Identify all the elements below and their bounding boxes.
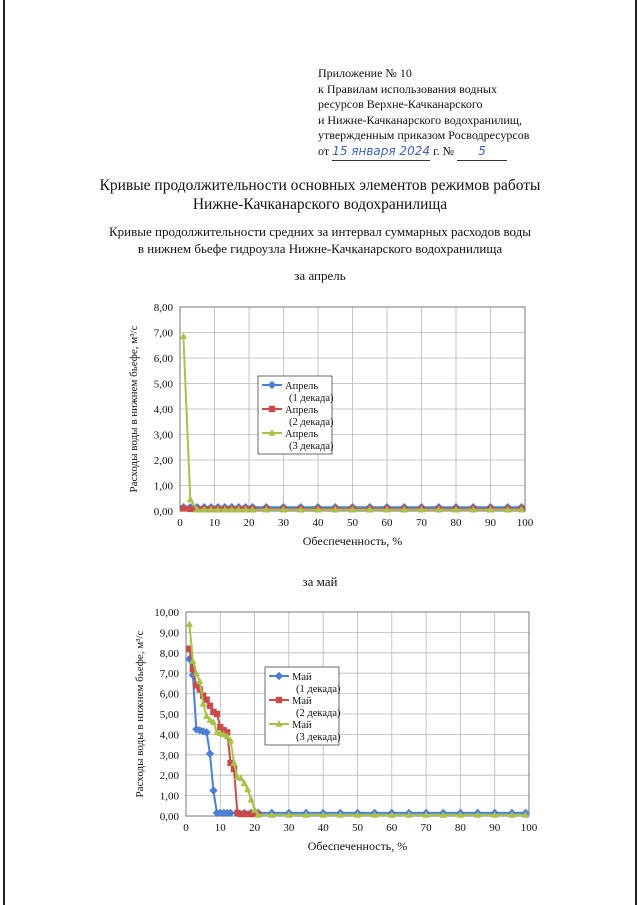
x-tick-label: 90 [485,517,496,529]
data-point-square [180,505,186,511]
y-tick-label: 1,00 [159,790,179,803]
x-tick-label: 50 [347,517,358,529]
legend-label: (1 декада) [296,684,341,695]
data-point-square [214,711,220,717]
data-point-diamond [209,786,217,794]
year-suffix: г. № [433,143,455,158]
legend-label: Апрель [285,429,319,440]
y-tick-label: 4,00 [153,404,173,416]
number-handwritten: 5 [478,143,486,158]
y-tick-label: 3,00 [153,429,173,442]
y-tick-label: 8,00 [153,302,173,314]
number-field [457,144,507,161]
x-tick-label: 70 [416,517,427,529]
y-tick-label: 5,00 [159,709,179,721]
x-tick-label: 80 [454,822,466,834]
chart-may [0,592,640,862]
y-axis-label: Расходы воды в нижнем бьефе, м³/с [128,325,140,493]
annex-line: и Нижне-Качканарского водохранилищ, [318,112,523,127]
data-point-triangle [251,806,258,813]
y-tick-label: 2,00 [153,455,173,467]
x-tick-label: 80 [450,517,462,529]
x-tick-label: 100 [520,822,538,834]
document-subtitle [0,223,640,257]
data-point-square [187,506,193,512]
annex-line: ресурсов Верхне-Качканарского [318,97,483,112]
y-axis-label: Расходы воды в нижнем бьефе, м³/с [134,630,146,798]
y-tick-label: 9,00 [159,627,179,640]
data-point-square [269,406,275,412]
legend-label: (2 декада) [289,417,334,428]
annex-line: к Правилам использования водных [318,81,497,96]
data-point-diamond [206,750,214,758]
date-handwritten: 15 января 2024 [332,143,430,158]
document-title [0,176,640,214]
x-axis-label: Обеспеченность, % [307,839,408,853]
data-point-triangle [248,796,255,803]
x-tick-label: 10 [209,517,220,529]
legend-label: (3 декада) [289,441,334,452]
legend-label: Май [292,672,312,683]
legend-label: (1 декада) [289,393,334,404]
annex-line: утвержденным приказом Росводресурсов [318,128,530,143]
subtitle-line: Кривые продолжительности средних за интервал суммарных расходов воды [108,224,532,239]
data-point-triangle [187,496,194,503]
date-field [332,144,430,161]
data-point-triangle [186,620,193,627]
x-tick-label: 60 [386,822,398,834]
x-tick-label: 70 [420,822,432,834]
annex-date-line [318,144,529,161]
x-tick-label: 90 [489,822,501,834]
x-tick-label: 10 [214,822,226,834]
chart-april [0,285,640,575]
x-tick-label: 40 [312,517,324,529]
x-tick-label: 50 [352,822,363,834]
x-tick-label: 100 [516,517,534,529]
y-tick-label: 5,00 [153,378,173,391]
date-prefix: от [318,143,330,158]
data-point-triangle [203,712,210,719]
x-tick-label: 40 [317,822,329,834]
y-tick-label: 6,00 [159,688,179,701]
period-label-may: за май [302,574,338,589]
legend-label: (2 декада) [296,708,341,719]
legend-label: Май [292,696,312,707]
period-label-april: за апрель [294,268,346,283]
annex-block [318,66,529,161]
y-tick-label: 7,00 [159,668,179,681]
legend-label: (3 декада) [296,732,341,743]
y-tick-label: 7,00 [153,327,173,340]
x-tick-label: 20 [249,822,261,834]
annex-line: Приложение № 10 [318,66,412,80]
title-line: Кривые продолжительности основных элементов режимов работы [99,177,541,194]
y-tick-label: 4,00 [159,729,179,742]
legend-label: Май [292,720,312,731]
y-tick-label: 0,00 [153,506,173,518]
legend-label: Апрель [285,381,319,392]
y-tick-label: 2,00 [159,770,179,783]
data-point-triangle [196,677,203,684]
y-tick-label: 10,00 [154,607,179,619]
y-tick-label: 3,00 [159,749,179,762]
x-tick-label: 30 [283,822,295,834]
y-tick-label: 0,00 [159,811,179,823]
subtitle-line: в нижнем бьефе гидроузла Нижне-Качканарского водохранилища [137,241,503,256]
y-tick-label: 1,00 [153,480,173,493]
data-point-square [276,697,282,703]
data-point-triangle [180,332,187,339]
data-point-square [203,697,209,703]
x-tick-label: 0 [177,517,183,529]
y-tick-label: 6,00 [153,353,173,365]
data-point-square [207,703,213,709]
x-axis-label: Обеспеченность, % [302,534,403,548]
legend-label: Апрель [285,405,319,416]
title-line: Нижне-Качканарского водохранилища [192,196,448,213]
x-tick-label: 60 [381,517,393,529]
y-tick-label: 8,00 [159,647,179,660]
x-tick-label: 30 [278,517,289,529]
x-tick-label: 0 [183,822,189,834]
x-tick-label: 20 [243,517,255,529]
